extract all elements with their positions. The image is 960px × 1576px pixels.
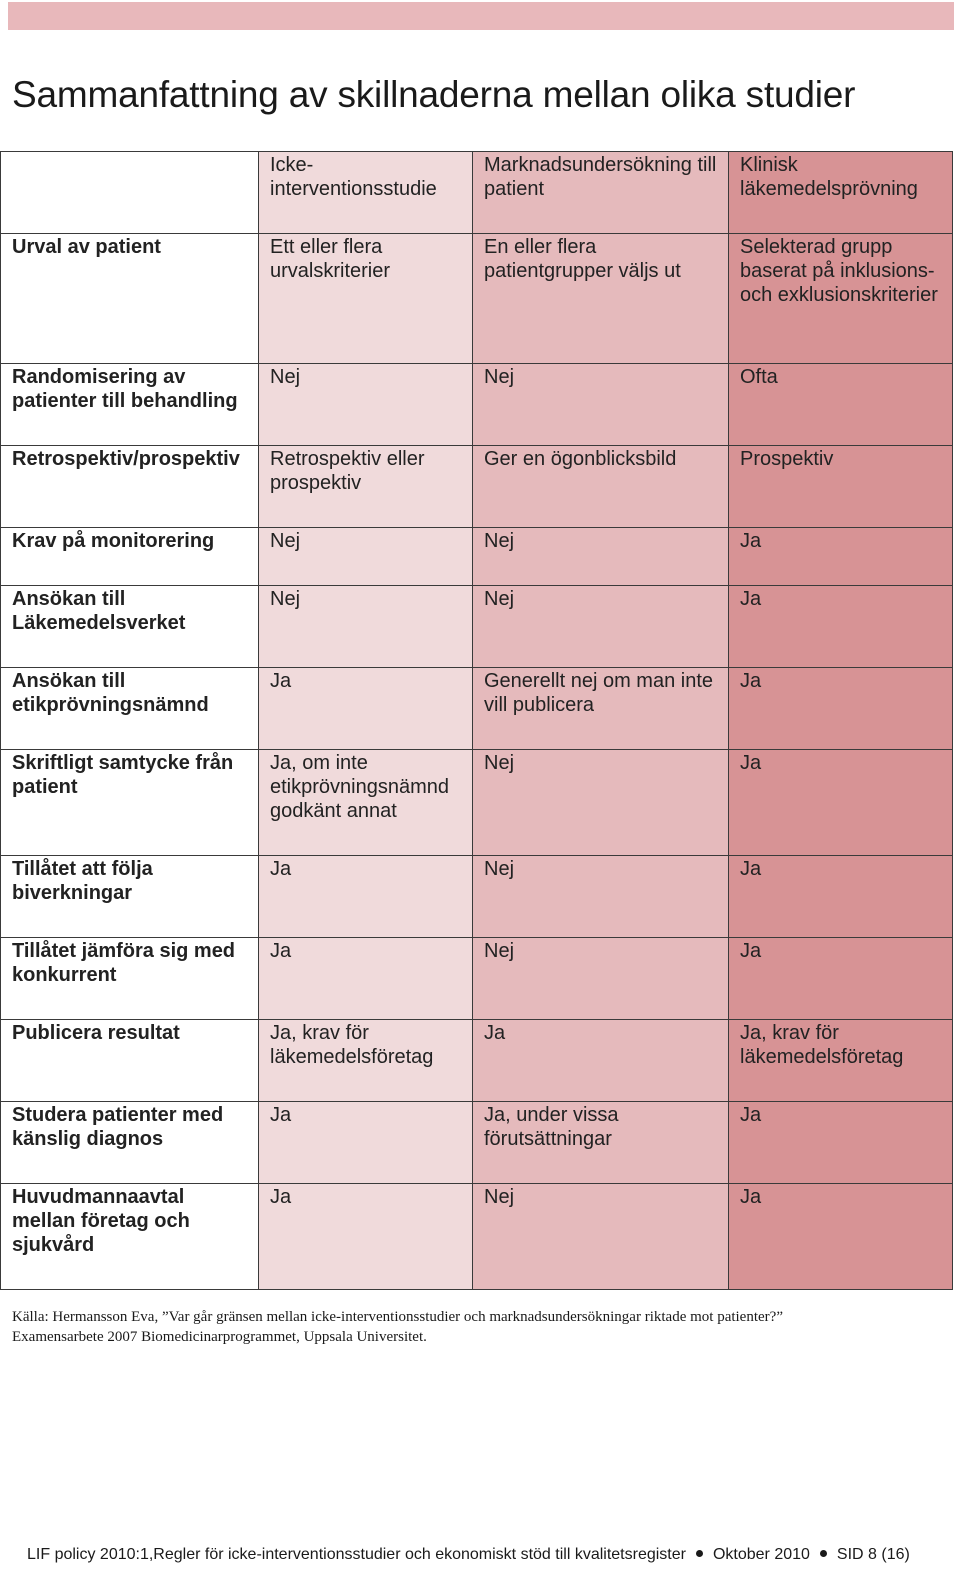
table-cell: Ett eller flera urvalskriterier bbox=[259, 234, 473, 364]
source-line-2: Examensarbete 2007 Biomedicinarprogrammet, Uppsala Universitet. bbox=[12, 1329, 427, 1345]
table-row bbox=[1, 938, 953, 1020]
footer-date: Oktober 2010 bbox=[712, 1546, 810, 1563]
table-cell: Ja bbox=[259, 938, 473, 1020]
table-row bbox=[1, 750, 953, 856]
table-cell: Ja bbox=[729, 938, 953, 1020]
table-row bbox=[1, 528, 953, 586]
table-cell: Ja, krav för läkemedelsföretag bbox=[729, 1020, 953, 1102]
row-label: Publicera resultat bbox=[1, 1020, 259, 1102]
footer-page: SID 8 (16) bbox=[836, 1546, 910, 1563]
bullet-icon bbox=[696, 1550, 703, 1557]
table-row bbox=[1, 1102, 953, 1184]
table-cell: Nej bbox=[473, 586, 729, 668]
comparison-table bbox=[0, 151, 953, 1290]
row-label: Randomisering av patienter till behandling bbox=[1, 364, 259, 446]
page-title: Sammanfattning av skillnaderna mellan olika studier bbox=[12, 74, 856, 115]
table-cell: Ja, under vissa förutsättningar bbox=[473, 1102, 729, 1184]
row-label: Tillåtet att följa biverkningar bbox=[1, 856, 259, 938]
table-cell: Nej bbox=[473, 856, 729, 938]
table-cell: Ja bbox=[729, 528, 953, 586]
table-row bbox=[1, 586, 953, 668]
table-cell: Nej bbox=[473, 1184, 729, 1290]
table-cell: Nej bbox=[259, 528, 473, 586]
source-citation bbox=[12, 1307, 942, 1347]
table-cell: Ja bbox=[729, 1102, 953, 1184]
row-label: Studera patienter med känslig diagnos bbox=[1, 1102, 259, 1184]
row-label: Huvudmannaavtal mellan företag och sjukvård bbox=[1, 1184, 259, 1290]
table-cell: Ja bbox=[729, 1184, 953, 1290]
table-row bbox=[1, 1020, 953, 1102]
table-cell: Ofta bbox=[729, 364, 953, 446]
row-label: Ansökan till Läkemedelsverket bbox=[1, 586, 259, 668]
row-label: Ansökan till etikprövningsnämnd bbox=[1, 668, 259, 750]
table-row bbox=[1, 668, 953, 750]
row-label: Tillåtet jämföra sig med konkurrent bbox=[1, 938, 259, 1020]
table-cell: Nej bbox=[259, 364, 473, 446]
table-cell: Nej bbox=[473, 364, 729, 446]
table-cell: Nej bbox=[259, 586, 473, 668]
table-cell: Ja bbox=[259, 1184, 473, 1290]
table-row bbox=[1, 234, 953, 364]
table-cell: Nej bbox=[473, 938, 729, 1020]
source-line-1: Källa: Hermansson Eva, ”Var går gränsen mellan icke-interventionsstudier och marknadsundersökningar riktade mot patienter?” bbox=[12, 1309, 783, 1325]
column-header: Marknadsundersökning till patient bbox=[473, 152, 729, 234]
table-cell: Ja bbox=[259, 1102, 473, 1184]
page-footer bbox=[27, 1546, 910, 1564]
row-label: Retrospektiv/prospektiv bbox=[1, 446, 259, 528]
table-cell: Ja bbox=[259, 668, 473, 750]
table-header-row bbox=[1, 152, 953, 234]
column-header bbox=[1, 152, 259, 234]
table-cell: Prospektiv bbox=[729, 446, 953, 528]
table-row bbox=[1, 364, 953, 446]
column-header: Icke-interventionsstudie bbox=[259, 152, 473, 234]
table-cell: Selekterad grupp baserat på inklusions- och exklusionskriterier bbox=[729, 234, 953, 364]
table-row bbox=[1, 1184, 953, 1290]
table-row bbox=[1, 856, 953, 938]
column-header: Klinisk läkemedelsprövning bbox=[729, 152, 953, 234]
row-label: Urval av patient bbox=[1, 234, 259, 364]
footer-document: LIF policy 2010:1,Regler för icke-interventionsstudier och ekonomiskt stöd till kvalitetsregister bbox=[27, 1546, 686, 1563]
header-band bbox=[8, 2, 954, 30]
table-row bbox=[1, 446, 953, 528]
table-cell: Retrospektiv eller prospektiv bbox=[259, 446, 473, 528]
table-cell: Ja bbox=[729, 750, 953, 856]
table-cell: Generellt nej om man inte vill publicera bbox=[473, 668, 729, 750]
table-cell: En eller flera patientgrupper väljs ut bbox=[473, 234, 729, 364]
table-cell: Ja bbox=[729, 668, 953, 750]
table-cell: Ger en ögonblicksbild bbox=[473, 446, 729, 528]
table-cell: Nej bbox=[473, 528, 729, 586]
table-cell: Ja bbox=[729, 856, 953, 938]
row-label: Skriftligt samtycke från patient bbox=[1, 750, 259, 856]
row-label: Krav på monitorering bbox=[1, 528, 259, 586]
table-cell: Nej bbox=[473, 750, 729, 856]
bullet-icon bbox=[820, 1550, 827, 1557]
table-cell: Ja, krav för läkemedelsföretag bbox=[259, 1020, 473, 1102]
table-cell: Ja bbox=[473, 1020, 729, 1102]
table-cell: Ja, om inte etikprövningsnämnd godkänt annat bbox=[259, 750, 473, 856]
table-cell: Ja bbox=[259, 856, 473, 938]
table-cell: Ja bbox=[729, 586, 953, 668]
